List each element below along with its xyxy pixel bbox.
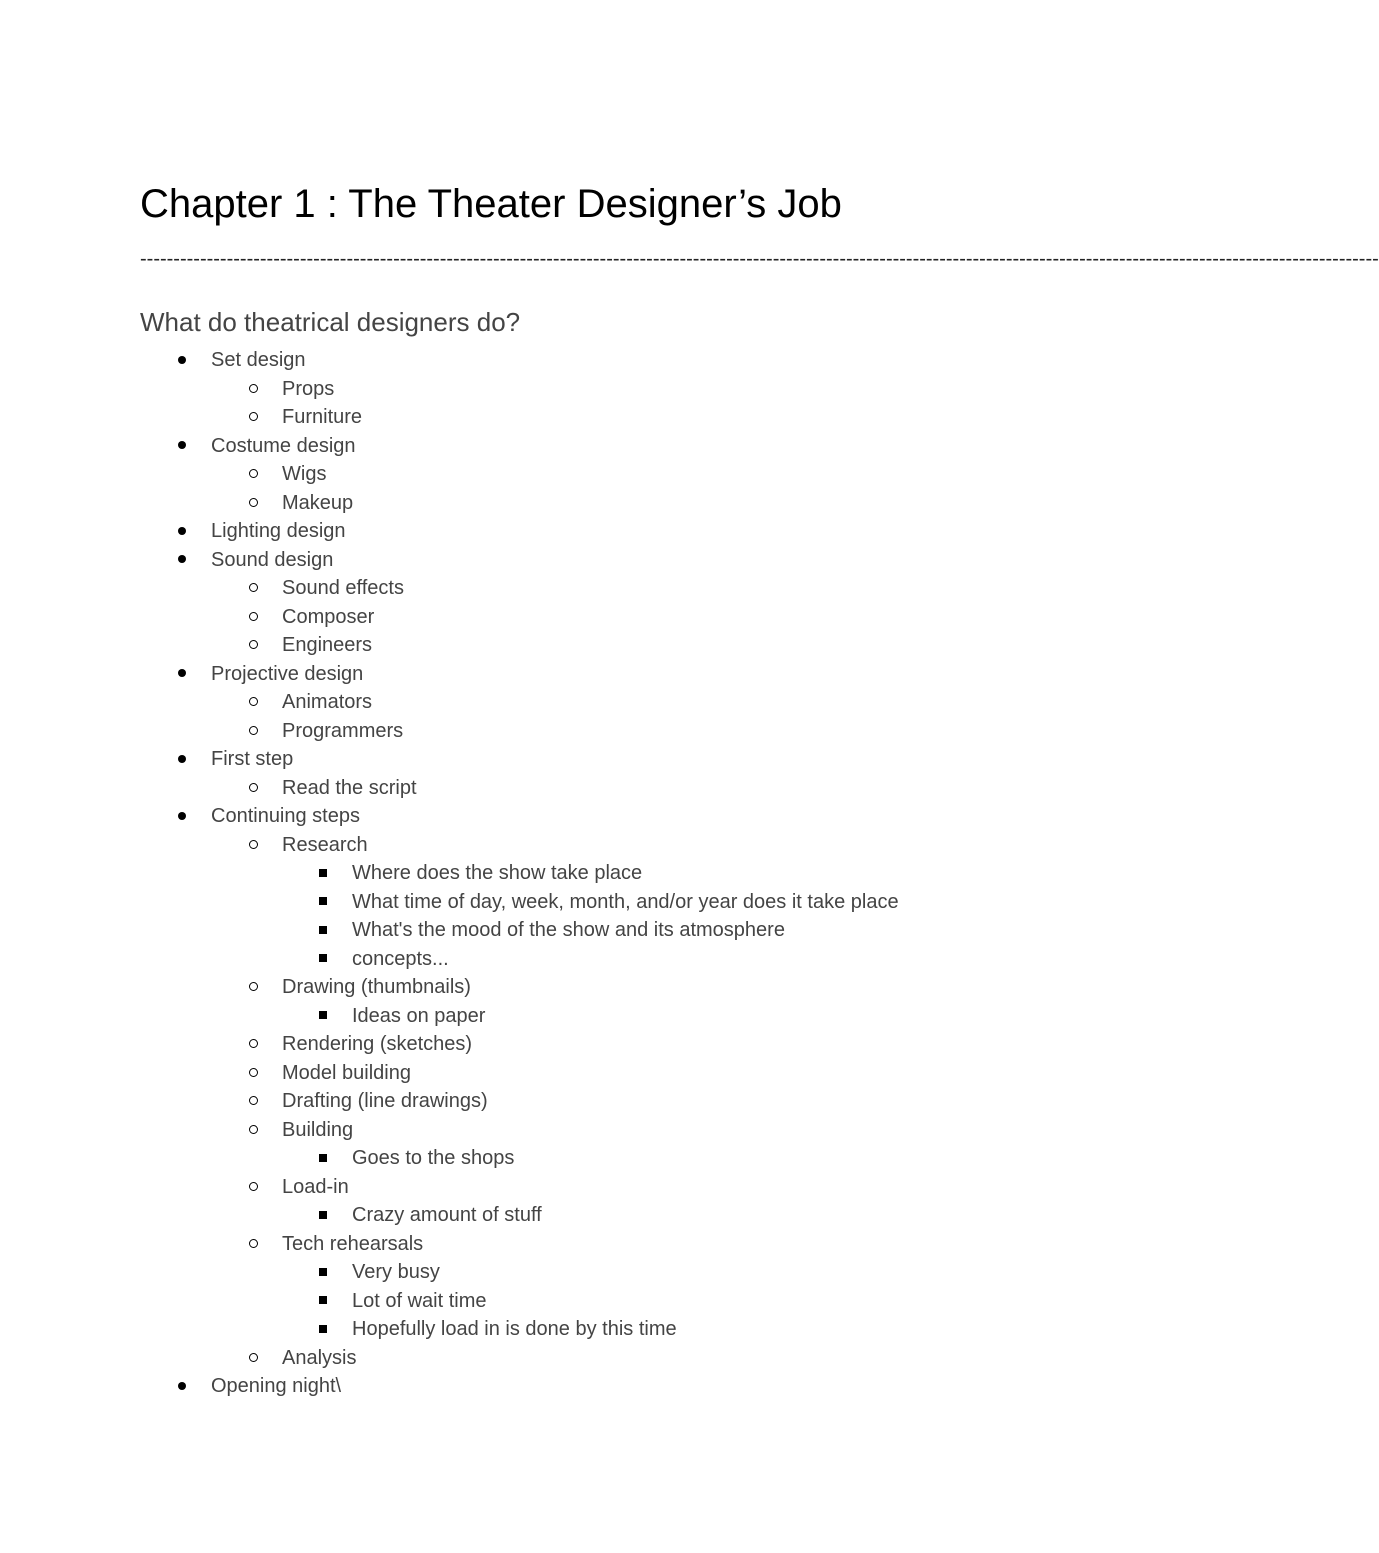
list-item — [0, 574, 1200, 603]
list-item — [0, 460, 1200, 489]
hollow-circle-bullet-icon — [247, 717, 259, 746]
list-item — [0, 774, 1200, 803]
list-item-text: Continuing steps — [211, 805, 360, 827]
filled-square-bullet-icon — [317, 1315, 329, 1344]
list-item — [0, 802, 1200, 831]
hollow-circle-bullet-icon — [247, 1087, 259, 1116]
hollow-circle-bullet-icon — [247, 774, 259, 803]
list-item — [0, 517, 1200, 546]
list-item — [0, 603, 1200, 632]
list-item-text: Programmers — [282, 719, 404, 742]
list-item — [0, 1002, 1200, 1031]
list-item-text: What's the mood of the show and its atmosphere — [352, 919, 785, 941]
filled-circle-bullet-icon — [176, 432, 188, 461]
list-item-text: Ideas on paper — [352, 1004, 486, 1027]
filled-circle-bullet-icon — [176, 517, 188, 546]
filled-circle-bullet-icon — [176, 802, 188, 831]
hollow-circle-bullet-icon — [247, 1059, 259, 1088]
hollow-circle-bullet-icon — [247, 574, 259, 603]
list-item-text: Furniture — [282, 406, 363, 428]
list-item — [0, 1230, 1200, 1259]
list-item — [0, 1201, 1200, 1230]
list-item — [0, 631, 1200, 660]
list-item-text: Rendering (sketches) — [282, 1033, 473, 1055]
hollow-circle-bullet-icon — [247, 1030, 259, 1059]
hollow-circle-bullet-icon — [247, 489, 259, 518]
list-item-text: Load-in — [282, 1175, 349, 1198]
list-item-text: Very busy — [352, 1261, 440, 1283]
list-item-text: Composer — [282, 605, 375, 628]
list-item — [0, 1087, 1200, 1116]
hollow-circle-bullet-icon — [247, 1230, 259, 1259]
list-item-text: Lot of wait time — [352, 1289, 487, 1312]
list-item-text: Where does the show take place — [352, 862, 643, 884]
list-item — [0, 375, 1200, 404]
filled-square-bullet-icon — [317, 1002, 329, 1031]
filled-square-bullet-icon — [317, 1258, 329, 1287]
list-item-text: Costume design — [211, 434, 356, 457]
list-item-text: Opening night\ — [211, 1375, 342, 1397]
list-item — [0, 1173, 1200, 1202]
list-item-text: Building — [282, 1118, 354, 1141]
filled-square-bullet-icon — [317, 888, 329, 917]
filled-circle-bullet-icon — [176, 546, 188, 575]
filled-square-bullet-icon — [317, 945, 329, 974]
list-item — [0, 973, 1200, 1002]
list-item-text: Research — [282, 833, 368, 856]
list-item-text: Sound effects — [282, 577, 404, 599]
list-item — [0, 888, 1200, 917]
document-title: Chapter 1 : The Theater Designer’s Job — [140, 182, 842, 226]
hollow-circle-bullet-icon — [247, 603, 259, 632]
hollow-circle-bullet-icon — [247, 631, 259, 660]
dashed-divider: ------------------------------------------------------------------------------------------------------------------------------------------------------------------------------------------ — [140, 248, 1379, 270]
list-item — [0, 688, 1200, 717]
list-item — [0, 1315, 1200, 1344]
filled-square-bullet-icon — [317, 1144, 329, 1173]
filled-square-bullet-icon — [317, 1201, 329, 1230]
list-item-text: Props — [282, 377, 335, 400]
hollow-circle-bullet-icon — [247, 1344, 259, 1373]
list-item-text: Analysis — [282, 1346, 357, 1369]
filled-square-bullet-icon — [317, 859, 329, 888]
list-item-text: Drawing (thumbnails) — [282, 976, 471, 998]
hollow-circle-bullet-icon — [247, 688, 259, 717]
hollow-circle-bullet-icon — [247, 831, 259, 860]
list-item-text: concepts... — [352, 947, 449, 970]
list-item-text: Tech rehearsals — [282, 1232, 424, 1255]
list-item — [0, 1030, 1200, 1059]
hollow-circle-bullet-icon — [247, 375, 259, 404]
filled-circle-bullet-icon — [176, 1372, 188, 1401]
list-item-text: Read the script — [282, 776, 417, 799]
filled-square-bullet-icon — [317, 1287, 329, 1316]
list-item-text: Drafting (line drawings) — [282, 1090, 488, 1112]
hollow-circle-bullet-icon — [247, 973, 259, 1002]
list-item-text: First step — [211, 748, 294, 770]
list-item — [0, 403, 1200, 432]
list-item — [0, 859, 1200, 888]
list-item — [0, 1287, 1200, 1316]
hollow-circle-bullet-icon — [247, 460, 259, 489]
list-item-text: Lighting design — [211, 520, 346, 542]
bullet-outline — [0, 346, 1200, 1401]
hollow-circle-bullet-icon — [247, 1173, 259, 1202]
list-item-text: Makeup — [282, 491, 354, 514]
section-heading: What do theatrical designers do? — [140, 307, 521, 337]
list-item — [0, 916, 1200, 945]
list-item-text: Sound design — [211, 548, 334, 571]
list-item — [0, 717, 1200, 746]
filled-circle-bullet-icon — [176, 346, 188, 375]
list-item-text: Wigs — [282, 463, 327, 485]
filled-square-bullet-icon — [317, 916, 329, 945]
filled-circle-bullet-icon — [176, 745, 188, 774]
list-item — [0, 1116, 1200, 1145]
list-item — [0, 1372, 1200, 1401]
list-item-text: Goes to the shops — [352, 1147, 515, 1169]
list-item-text: Projective design — [211, 662, 364, 685]
filled-circle-bullet-icon — [176, 660, 188, 689]
list-item — [0, 660, 1200, 689]
list-item — [0, 945, 1200, 974]
list-item — [0, 745, 1200, 774]
list-item — [0, 432, 1200, 461]
list-item — [0, 1344, 1200, 1373]
list-item — [0, 1059, 1200, 1088]
list-item-text: Engineers — [282, 634, 373, 656]
list-item — [0, 346, 1200, 375]
list-item — [0, 1144, 1200, 1173]
list-item — [0, 1258, 1200, 1287]
list-item-text: Crazy amount of stuff — [352, 1204, 542, 1226]
list-item — [0, 489, 1200, 518]
hollow-circle-bullet-icon — [247, 403, 259, 432]
list-item-text: Set design — [211, 349, 306, 371]
list-item-text: What time of day, week, month, and/or year does it take place — [352, 890, 899, 913]
list-item-text: Animators — [282, 691, 373, 713]
list-item — [0, 546, 1200, 575]
list-item — [0, 831, 1200, 860]
hollow-circle-bullet-icon — [247, 1116, 259, 1145]
list-item-text: Model building — [282, 1061, 411, 1084]
list-item-text: Hopefully load in is done by this time — [352, 1318, 677, 1340]
